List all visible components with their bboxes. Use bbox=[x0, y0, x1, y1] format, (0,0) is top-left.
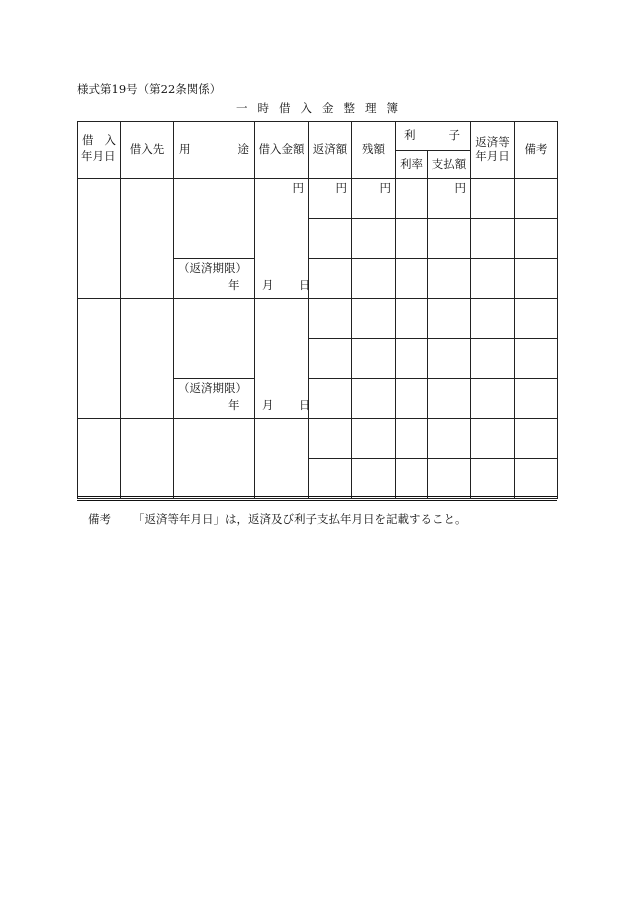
cell-repay-date bbox=[471, 259, 515, 299]
cell-balance bbox=[352, 179, 396, 219]
header-purpose bbox=[174, 122, 255, 179]
header-repay-date-top: 返済等 bbox=[475, 135, 510, 150]
header-repayment: 返済額 bbox=[309, 122, 352, 179]
cell-borrow-date bbox=[78, 299, 121, 419]
header-interest bbox=[396, 122, 471, 151]
due-month: 月 bbox=[262, 277, 274, 292]
cell-remarks bbox=[515, 259, 558, 299]
cell-rate bbox=[396, 299, 428, 339]
cell-due-date bbox=[174, 379, 311, 419]
cell-remarks bbox=[515, 299, 558, 339]
cell-paid bbox=[428, 419, 471, 459]
cell-remarks bbox=[515, 339, 558, 379]
yen-unit: 円 bbox=[379, 181, 391, 195]
due-day: 日 bbox=[299, 397, 311, 412]
yen-unit: 円 bbox=[292, 181, 304, 195]
due-year: 年 bbox=[228, 397, 240, 412]
header-amount: 借入金額 bbox=[255, 122, 309, 179]
due-day: 日 bbox=[299, 277, 311, 292]
header-repay-date bbox=[471, 122, 515, 179]
cell-remarks bbox=[515, 219, 558, 259]
table-end-double-rule bbox=[77, 496, 557, 501]
header-repay-date-bottom: 年月日 bbox=[475, 149, 510, 163]
cell-lender bbox=[121, 299, 174, 419]
cell-paid bbox=[428, 339, 471, 379]
due-label: （返済期限） bbox=[178, 381, 247, 395]
cell-repayment bbox=[309, 379, 352, 419]
header-paid: 支払額 bbox=[428, 151, 471, 179]
header-borrow-date-top-left: 借 bbox=[82, 133, 94, 147]
header-borrow-date-bottom: 年月日 bbox=[81, 149, 116, 163]
cell-repayment bbox=[309, 419, 352, 459]
cell-rate bbox=[396, 459, 428, 499]
form-number: 様式第19号（第22条関係） bbox=[77, 82, 222, 96]
header-rate: 利率 bbox=[396, 151, 428, 179]
cell-repayment bbox=[309, 339, 352, 379]
title-char: 理 bbox=[365, 101, 377, 115]
cell-repayment bbox=[309, 299, 352, 339]
cell-repay-date bbox=[471, 299, 515, 339]
cell-repay-date bbox=[471, 419, 515, 459]
yen-unit: 円 bbox=[454, 181, 466, 195]
cell-rate bbox=[396, 419, 428, 459]
cell-remarks bbox=[515, 419, 558, 459]
cell-borrow-date bbox=[78, 419, 121, 499]
title-char: 借 bbox=[279, 101, 291, 115]
cell-balance bbox=[352, 339, 396, 379]
cell-rate bbox=[396, 219, 428, 259]
cell-remarks bbox=[515, 459, 558, 499]
ledger-table bbox=[77, 121, 558, 499]
due-year: 年 bbox=[228, 277, 240, 292]
cell-repayment bbox=[309, 219, 352, 259]
title-char: 時 bbox=[257, 101, 269, 115]
title-char: 整 bbox=[343, 101, 355, 115]
yen-unit: 円 bbox=[335, 181, 347, 195]
cell-paid bbox=[428, 459, 471, 499]
cell-paid bbox=[428, 219, 471, 259]
due-label: （返済期限） bbox=[178, 261, 247, 275]
cell-repay-date bbox=[471, 179, 515, 219]
title-char: 簿 bbox=[386, 101, 398, 115]
header-lender: 借入先 bbox=[121, 122, 174, 179]
cell-lender bbox=[121, 419, 174, 499]
cell-rate bbox=[396, 339, 428, 379]
header-remarks: 備考 bbox=[515, 122, 558, 179]
cell-balance bbox=[352, 259, 396, 299]
cell-purpose bbox=[174, 299, 255, 379]
header-borrow-date-top-right: 入 bbox=[104, 133, 116, 147]
cell-due-date bbox=[174, 259, 311, 299]
cell-purpose bbox=[174, 179, 255, 259]
cell-balance bbox=[352, 299, 396, 339]
footnote-label: 備考 bbox=[88, 512, 111, 526]
title-char: 一 bbox=[236, 101, 248, 115]
cell-paid bbox=[428, 179, 471, 219]
cell-repay-date bbox=[471, 339, 515, 379]
cell-repay-date bbox=[471, 459, 515, 499]
cell-borrow-date bbox=[78, 179, 121, 299]
cell-rate bbox=[396, 179, 428, 219]
header-purpose-right: 途 bbox=[237, 142, 249, 156]
cell-balance bbox=[352, 219, 396, 259]
cell-paid bbox=[428, 299, 471, 339]
document-title bbox=[77, 100, 557, 116]
cell-amount bbox=[255, 419, 309, 499]
cell-repayment bbox=[309, 179, 352, 219]
header-interest-right: 子 bbox=[448, 128, 460, 142]
due-month: 月 bbox=[262, 397, 274, 412]
header-interest-left: 利 bbox=[404, 128, 416, 142]
cell-paid bbox=[428, 259, 471, 299]
cell-rate bbox=[396, 379, 428, 419]
cell-repay-date bbox=[471, 219, 515, 259]
header-balance: 残額 bbox=[352, 122, 396, 179]
title-char: 金 bbox=[322, 101, 334, 115]
cell-balance bbox=[352, 379, 396, 419]
cell-purpose bbox=[174, 419, 255, 499]
cell-lender bbox=[121, 179, 174, 299]
cell-remarks bbox=[515, 379, 558, 419]
cell-balance bbox=[352, 459, 396, 499]
cell-remarks bbox=[515, 179, 558, 219]
cell-repayment bbox=[309, 459, 352, 499]
cell-repay-date bbox=[471, 379, 515, 419]
cell-balance bbox=[352, 419, 396, 459]
cell-rate bbox=[396, 259, 428, 299]
header-purpose-left: 用 bbox=[179, 142, 191, 156]
footnote-text: 「返済等年月日」は，返済及び利子支払年月日を記載すること。 bbox=[133, 512, 467, 526]
footnote bbox=[88, 511, 467, 527]
cell-repayment bbox=[309, 259, 352, 299]
cell-paid bbox=[428, 379, 471, 419]
header-borrow-date bbox=[78, 122, 121, 179]
title-char: 入 bbox=[300, 101, 312, 115]
